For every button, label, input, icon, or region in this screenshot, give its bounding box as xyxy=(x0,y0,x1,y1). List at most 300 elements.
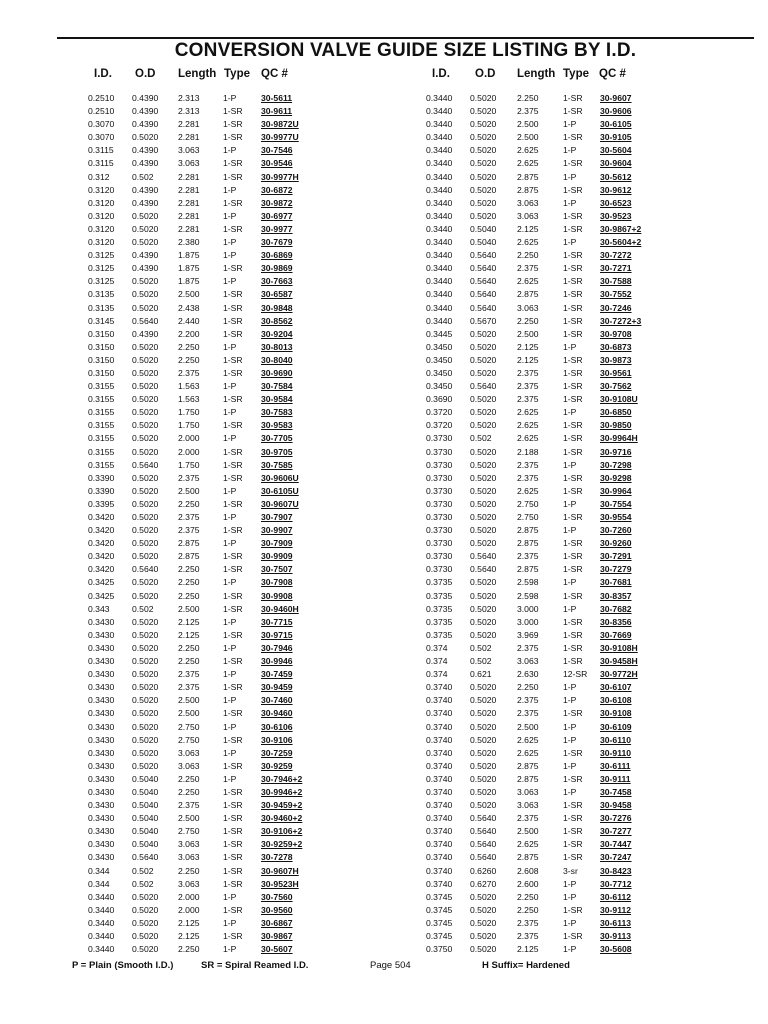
cell-qc: 30-9606 xyxy=(600,106,632,117)
cell-type: 1-P xyxy=(223,747,237,758)
cell-type: 1-SR xyxy=(223,786,243,797)
cell-od: 0.5020 xyxy=(470,800,497,811)
cell-length: 2.000 xyxy=(178,891,200,902)
cell-type: 1-SR xyxy=(223,106,243,117)
cell-length: 2.125 xyxy=(178,629,200,640)
cell-type: 1-SR xyxy=(563,800,583,811)
cell-od: 0.5040 xyxy=(470,237,497,248)
cell-id: 0.3730 xyxy=(426,525,453,536)
cell-qc: 30-7552 xyxy=(600,289,632,300)
cell-qc: 30-9111 xyxy=(600,773,631,784)
cell-od: 0.5020 xyxy=(132,917,159,928)
cell-qc: 30-8423 xyxy=(600,865,632,876)
cell-length: 2.598 xyxy=(517,577,539,588)
cell-od: 0.5040 xyxy=(132,786,159,797)
cell-od: 0.5670 xyxy=(470,315,497,326)
cell-id: 0.3430 xyxy=(88,656,115,667)
cell-id: 0.3155 xyxy=(88,407,115,418)
cell-od: 0.5020 xyxy=(470,538,497,549)
cell-od: 0.5020 xyxy=(132,682,159,693)
cell-id: 0.3155 xyxy=(88,420,115,431)
cell-od: 0.5020 xyxy=(132,132,159,143)
cell-type: 1-P xyxy=(563,917,577,928)
cell-qc: 30-9204 xyxy=(261,328,293,339)
cell-od: 0.5020 xyxy=(132,289,159,300)
cell-length: 2.313 xyxy=(178,93,200,103)
cell-qc: 30-9298 xyxy=(600,472,632,483)
cell-length: 2.188 xyxy=(517,446,539,457)
cell-od: 0.5020 xyxy=(132,904,159,915)
cell-od: 0.5020 xyxy=(470,695,497,706)
cell-qc: 30-7458 xyxy=(600,786,632,797)
cell-qc: 30-9715 xyxy=(261,629,293,640)
header-length: Length xyxy=(517,68,556,80)
cell-type: 1-SR xyxy=(563,472,583,483)
cell-od: 0.502 xyxy=(132,865,154,876)
cell-od: 0.5020 xyxy=(132,944,159,955)
cell-id: 0.3440 xyxy=(426,263,453,274)
cell-id: 0.3125 xyxy=(88,263,115,274)
cell-length: 2.750 xyxy=(517,498,539,509)
cell-type: 1-SR xyxy=(563,93,583,103)
header-type: Type xyxy=(563,68,589,80)
cell-type: 1-SR xyxy=(223,551,243,562)
cell-qc: 30-9867 xyxy=(261,931,293,941)
cell-type: 1-SR xyxy=(223,223,243,234)
cell-qc: 30-7260 xyxy=(600,525,632,536)
cell-qc: 30-9259+2 xyxy=(261,839,303,850)
cell-qc: 30-7679 xyxy=(261,237,293,248)
cell-length: 2.250 xyxy=(178,564,200,575)
cell-od: 0.5020 xyxy=(132,485,159,496)
cell-qc: 30-9460+2 xyxy=(261,813,303,824)
cell-id: 0.3745 xyxy=(426,931,453,941)
cell-od: 0.6260 xyxy=(470,865,497,876)
cell-qc: 30-5604 xyxy=(600,145,632,156)
cell-type: 1-P xyxy=(563,119,577,130)
cell-type: 1-SR xyxy=(563,210,583,221)
cell-od: 0.5020 xyxy=(132,734,159,745)
cell-od: 0.5020 xyxy=(470,577,497,588)
cell-type: 1-P xyxy=(563,721,577,732)
cell-qc: 30-7277 xyxy=(600,826,632,837)
cell-od: 0.6270 xyxy=(470,878,497,889)
cell-qc: 30-9716 xyxy=(600,446,632,457)
cell-length: 2.375 xyxy=(517,106,539,117)
cell-qc: 30-9604 xyxy=(600,158,632,169)
cell-type: 1-SR xyxy=(563,551,583,562)
cell-id: 0.3150 xyxy=(88,341,115,352)
cell-id: 0.3440 xyxy=(88,917,115,928)
cell-qc: 30-9523 xyxy=(600,210,632,221)
cell-qc: 30-6111 xyxy=(600,760,631,771)
cell-od: 0.502 xyxy=(470,642,492,653)
cell-od: 0.5020 xyxy=(470,184,497,195)
cell-length: 2.625 xyxy=(517,420,539,431)
cell-type: 1-P xyxy=(223,642,237,653)
cell-qc: 30-9108U xyxy=(600,394,638,405)
cell-length: 2.375 xyxy=(178,525,200,536)
cell-qc: 30-9458H xyxy=(600,656,638,667)
header-qc: QC # xyxy=(599,68,626,80)
cell-id: 0.3440 xyxy=(426,237,453,248)
cell-id: 0.3740 xyxy=(426,708,453,719)
cell-od: 0.5020 xyxy=(132,381,159,392)
cell-length: 2.250 xyxy=(517,93,539,103)
cell-type: 1-P xyxy=(223,616,237,627)
cell-type: 1-P xyxy=(223,538,237,549)
cell-od: 0.5020 xyxy=(470,459,497,470)
cell-od: 0.5020 xyxy=(470,210,497,221)
cell-type: 3-sr xyxy=(563,865,578,876)
cell-qc: 30-9260 xyxy=(600,538,632,549)
cell-id: 0.3125 xyxy=(88,276,115,287)
cell-type: 1-P xyxy=(223,773,237,784)
cell-qc: 30-9869 xyxy=(261,263,293,274)
cell-qc: 30-6108 xyxy=(600,695,632,706)
cell-length: 2.608 xyxy=(517,865,539,876)
cell-qc: 30-7246 xyxy=(600,302,632,313)
cell-length: 2.625 xyxy=(517,145,539,156)
cell-length: 1.875 xyxy=(178,276,200,287)
cell-type: 1-SR xyxy=(223,263,243,274)
cell-length: 3.969 xyxy=(517,629,539,640)
cell-od: 0.502 xyxy=(470,656,492,667)
cell-type: 1-P xyxy=(223,577,237,588)
cell-od: 0.5640 xyxy=(470,302,497,313)
cell-id: 0.3740 xyxy=(426,721,453,732)
cell-qc: 30-9772H xyxy=(600,669,638,680)
cell-type: 1-P xyxy=(223,145,237,156)
cell-qc: 30-7247 xyxy=(600,852,632,863)
cell-id: 0.3120 xyxy=(88,184,115,195)
cell-type: 1-P xyxy=(223,276,237,287)
cell-od: 0.5020 xyxy=(132,760,159,771)
cell-type: 1-SR xyxy=(563,538,583,549)
cell-od: 0.5020 xyxy=(132,891,159,902)
cell-qc: 30-7584 xyxy=(261,381,293,392)
cell-od: 0.5020 xyxy=(470,498,497,509)
cell-qc: 30-7560 xyxy=(261,891,293,902)
cell-length: 2.250 xyxy=(178,642,200,653)
cell-length: 2.375 xyxy=(517,708,539,719)
cell-type: 1-SR xyxy=(563,512,583,522)
cell-od: 0.5020 xyxy=(470,446,497,457)
cell-length: 2.625 xyxy=(517,734,539,745)
cell-length: 2.440 xyxy=(178,315,200,326)
cell-id: 0.3440 xyxy=(88,931,115,941)
cell-length: 2.500 xyxy=(178,708,200,719)
cell-type: 1-P xyxy=(563,760,577,771)
cell-id: 0.3155 xyxy=(88,394,115,405)
cell-id: 0.3740 xyxy=(426,878,453,889)
cell-od: 0.5020 xyxy=(132,223,159,234)
cell-od: 0.5020 xyxy=(470,931,497,941)
cell-od: 0.5020 xyxy=(132,931,159,941)
cell-qc: 30-7669 xyxy=(600,629,632,640)
cell-qc: 30-7276 xyxy=(600,813,632,824)
cell-od: 0.5020 xyxy=(132,747,159,758)
cell-qc: 30-7271 xyxy=(600,263,632,274)
cell-length: 2.250 xyxy=(178,944,200,955)
cell-id: 0.3440 xyxy=(426,315,453,326)
cell-length: 2.630 xyxy=(517,669,539,680)
cell-id: 0.3720 xyxy=(426,420,453,431)
cell-id: 0.3735 xyxy=(426,629,453,640)
cell-od: 0.5020 xyxy=(470,708,497,719)
cell-id: 0.3430 xyxy=(88,629,115,640)
cell-type: 1-SR xyxy=(563,590,583,601)
cell-type: 1-P xyxy=(563,145,577,156)
cell-length: 2.500 xyxy=(178,485,200,496)
cell-id: 0.3730 xyxy=(426,485,453,496)
cell-od: 0.5020 xyxy=(470,472,497,483)
cell-type: 1-SR xyxy=(223,459,243,470)
cell-id: 0.3450 xyxy=(426,354,453,365)
cell-length: 3.063 xyxy=(178,158,200,169)
cell-length: 2.250 xyxy=(517,250,539,261)
cell-type: 1-SR xyxy=(563,904,583,915)
cell-type: 1-P xyxy=(563,577,577,588)
cell-qc: 30-7272+3 xyxy=(600,315,642,326)
cell-qc: 30-9554 xyxy=(600,512,632,522)
cell-od: 0.5020 xyxy=(132,407,159,418)
cell-type: 1-SR xyxy=(563,354,583,365)
cell-id: 0.3430 xyxy=(88,813,115,824)
cell-qc: 30-6873 xyxy=(600,341,632,352)
cell-length: 2.125 xyxy=(517,341,539,352)
cell-length: 2.625 xyxy=(517,237,539,248)
cell-length: 3.063 xyxy=(178,852,200,863)
cell-type: 1-SR xyxy=(223,682,243,693)
cell-id: 0.3440 xyxy=(426,289,453,300)
cell-qc: 30-7583 xyxy=(261,407,293,418)
cell-od: 0.4390 xyxy=(132,106,159,117)
cell-length: 2.500 xyxy=(178,603,200,614)
cell-type: 1-P xyxy=(563,603,577,614)
cell-length: 2.375 xyxy=(517,551,539,562)
cell-qc: 30-9850 xyxy=(600,420,632,431)
cell-type: 1-SR xyxy=(223,328,243,339)
cell-id: 0.3740 xyxy=(426,695,453,706)
cell-od: 0.5020 xyxy=(132,577,159,588)
cell-id: 0.3155 xyxy=(88,446,115,457)
cell-od: 0.5040 xyxy=(132,813,159,824)
cell-qc: 30-7460 xyxy=(261,695,293,706)
cell-od: 0.5020 xyxy=(132,721,159,732)
cell-id: 0.3745 xyxy=(426,891,453,902)
cell-type: 1-SR xyxy=(563,302,583,313)
cell-id: 0.3735 xyxy=(426,590,453,601)
cell-id: 0.3440 xyxy=(88,904,115,915)
cell-od: 0.5020 xyxy=(132,210,159,221)
cell-qc: 30-7279 xyxy=(600,564,632,575)
cell-od: 0.5020 xyxy=(132,394,159,405)
cell-od: 0.5640 xyxy=(470,551,497,562)
cell-length: 2.625 xyxy=(517,485,539,496)
cell-type: 1-SR xyxy=(563,132,583,143)
cell-id: 0.2510 xyxy=(88,93,115,103)
cell-length: 2.281 xyxy=(178,197,200,208)
cell-id: 0.3420 xyxy=(88,538,115,549)
cell-od: 0.5020 xyxy=(470,171,497,182)
cell-type: 1-P xyxy=(563,341,577,352)
cell-qc: 30-7715 xyxy=(261,616,293,627)
cell-length: 2.125 xyxy=(517,944,539,955)
cell-length: 2.375 xyxy=(178,472,200,483)
cell-qc: 30-6107 xyxy=(600,682,632,693)
header-type: Type xyxy=(224,68,250,80)
cell-id: 0.3730 xyxy=(426,551,453,562)
header-od: O.D xyxy=(475,68,496,80)
cell-id: 0.3440 xyxy=(426,210,453,221)
cell-qc: 30-6869 xyxy=(261,250,293,261)
cell-qc: 30-9546 xyxy=(261,158,293,169)
cell-qc: 30-9459 xyxy=(261,682,293,693)
cell-type: 1-SR xyxy=(223,734,243,745)
cell-length: 2.250 xyxy=(178,577,200,588)
header-length: Length xyxy=(178,68,217,80)
cell-od: 0.5020 xyxy=(470,93,497,103)
cell-type: 1-P xyxy=(223,485,237,496)
cell-qc: 30-9561 xyxy=(600,367,632,378)
cell-length: 2.313 xyxy=(178,106,200,117)
cell-od: 0.5020 xyxy=(132,237,159,248)
cell-qc: 30-7562 xyxy=(600,381,632,392)
cell-qc: 30-9108 xyxy=(600,708,632,719)
cell-id: 0.3430 xyxy=(88,786,115,797)
cell-qc: 30-6109 xyxy=(600,721,632,732)
cell-type: 1-P xyxy=(563,786,577,797)
cell-length: 2.281 xyxy=(178,132,200,143)
cell-length: 2.375 xyxy=(178,512,200,522)
cell-length: 1.563 xyxy=(178,394,200,405)
cell-od: 0.5020 xyxy=(132,367,159,378)
cell-id: 0.3440 xyxy=(426,250,453,261)
cell-od: 0.5640 xyxy=(470,289,497,300)
cell-od: 0.4390 xyxy=(132,184,159,195)
cell-qc: 30-7507 xyxy=(261,564,293,575)
cell-length: 2.000 xyxy=(178,904,200,915)
cell-length: 1.875 xyxy=(178,263,200,274)
cell-type: 1-SR xyxy=(563,642,583,653)
cell-length: 2.250 xyxy=(178,656,200,667)
cell-type: 1-SR xyxy=(223,826,243,837)
cell-qc: 30-9964H xyxy=(600,433,638,444)
cell-od: 0.5020 xyxy=(470,106,497,117)
cell-od: 0.5020 xyxy=(132,354,159,365)
cell-type: 1-SR xyxy=(563,250,583,261)
cell-length: 2.000 xyxy=(178,433,200,444)
cell-od: 0.5020 xyxy=(132,498,159,509)
cell-od: 0.5040 xyxy=(132,826,159,837)
cell-id: 0.3430 xyxy=(88,695,115,706)
cell-qc: 30-5608 xyxy=(600,944,632,955)
cell-od: 0.5020 xyxy=(470,525,497,536)
legend-hardened: H Suffix= Hardened xyxy=(482,960,570,971)
cell-qc: 30-6850 xyxy=(600,407,632,418)
cell-id: 0.3155 xyxy=(88,381,115,392)
cell-qc: 30-7259 xyxy=(261,747,293,758)
cell-qc: 30-9946+2 xyxy=(261,786,303,797)
cell-qc: 30-9708 xyxy=(600,328,632,339)
cell-qc: 30-9460H xyxy=(261,603,299,614)
cell-id: 0.3430 xyxy=(88,773,115,784)
cell-id: 0.3390 xyxy=(88,485,115,496)
cell-type: 1-P xyxy=(563,237,577,248)
cell-id: 0.3155 xyxy=(88,459,115,470)
cell-od: 0.5020 xyxy=(470,341,497,352)
cell-qc: 30-6867 xyxy=(261,917,293,928)
cell-id: 0.3070 xyxy=(88,132,115,143)
cell-length: 3.063 xyxy=(517,800,539,811)
cell-id: 0.3730 xyxy=(426,512,453,522)
cell-od: 0.502 xyxy=(132,171,154,182)
cell-qc: 30-7909 xyxy=(261,538,293,549)
header-id: I.D. xyxy=(94,68,112,80)
cell-qc: 30-9460 xyxy=(261,708,293,719)
cell-length: 2.250 xyxy=(178,498,200,509)
cell-length: 2.598 xyxy=(517,590,539,601)
cell-length: 2.375 xyxy=(517,642,539,653)
cell-type: 1-P xyxy=(563,944,577,955)
header-qc: QC # xyxy=(261,68,288,80)
cell-type: 1-SR xyxy=(563,839,583,850)
cell-od: 0.5020 xyxy=(132,708,159,719)
cell-od: 0.5020 xyxy=(470,760,497,771)
cell-id: 0.3145 xyxy=(88,315,115,326)
cell-qc: 30-7272 xyxy=(600,250,632,261)
cell-length: 2.875 xyxy=(517,184,539,195)
cell-id: 0.3430 xyxy=(88,760,115,771)
cell-od: 0.5020 xyxy=(132,525,159,536)
cell-id: 0.3730 xyxy=(426,459,453,470)
cell-od: 0.5040 xyxy=(132,839,159,850)
cell-length: 3.063 xyxy=(517,197,539,208)
cell-length: 2.750 xyxy=(517,512,539,522)
cell-od: 0.4390 xyxy=(132,158,159,169)
cell-type: 1-P xyxy=(223,184,237,195)
cell-od: 0.5640 xyxy=(470,263,497,274)
cell-od: 0.5020 xyxy=(470,328,497,339)
cell-id: 0.3430 xyxy=(88,616,115,627)
cell-id: 0.3430 xyxy=(88,642,115,653)
cell-od: 0.5020 xyxy=(132,420,159,431)
cell-qc: 30-6105U xyxy=(261,485,299,496)
cell-length: 2.500 xyxy=(517,826,539,837)
cell-length: 2.750 xyxy=(178,721,200,732)
cell-id: 0.3740 xyxy=(426,760,453,771)
cell-type: 1-SR xyxy=(223,132,243,143)
cell-length: 2.125 xyxy=(517,223,539,234)
cell-id: 0.3740 xyxy=(426,773,453,784)
cell-id: 0.3730 xyxy=(426,472,453,483)
cell-type: 1-P xyxy=(563,734,577,745)
cell-type: 1-SR xyxy=(223,931,243,941)
cell-od: 0.5020 xyxy=(132,590,159,601)
page-title: CONVERSION VALVE GUIDE SIZE LISTING BY I.D. xyxy=(174,40,637,61)
cell-type: 1-P xyxy=(563,682,577,693)
cell-length: 2.250 xyxy=(517,904,539,915)
cell-od: 0.5020 xyxy=(470,158,497,169)
cell-id: 0.3740 xyxy=(426,747,453,758)
cell-length: 2.625 xyxy=(517,158,539,169)
cell-id: 0.3430 xyxy=(88,734,115,745)
cell-id: 0.3740 xyxy=(426,826,453,837)
cell-type: 1-P xyxy=(563,171,577,182)
cell-id: 0.3450 xyxy=(426,367,453,378)
cell-length: 2.875 xyxy=(178,538,200,549)
